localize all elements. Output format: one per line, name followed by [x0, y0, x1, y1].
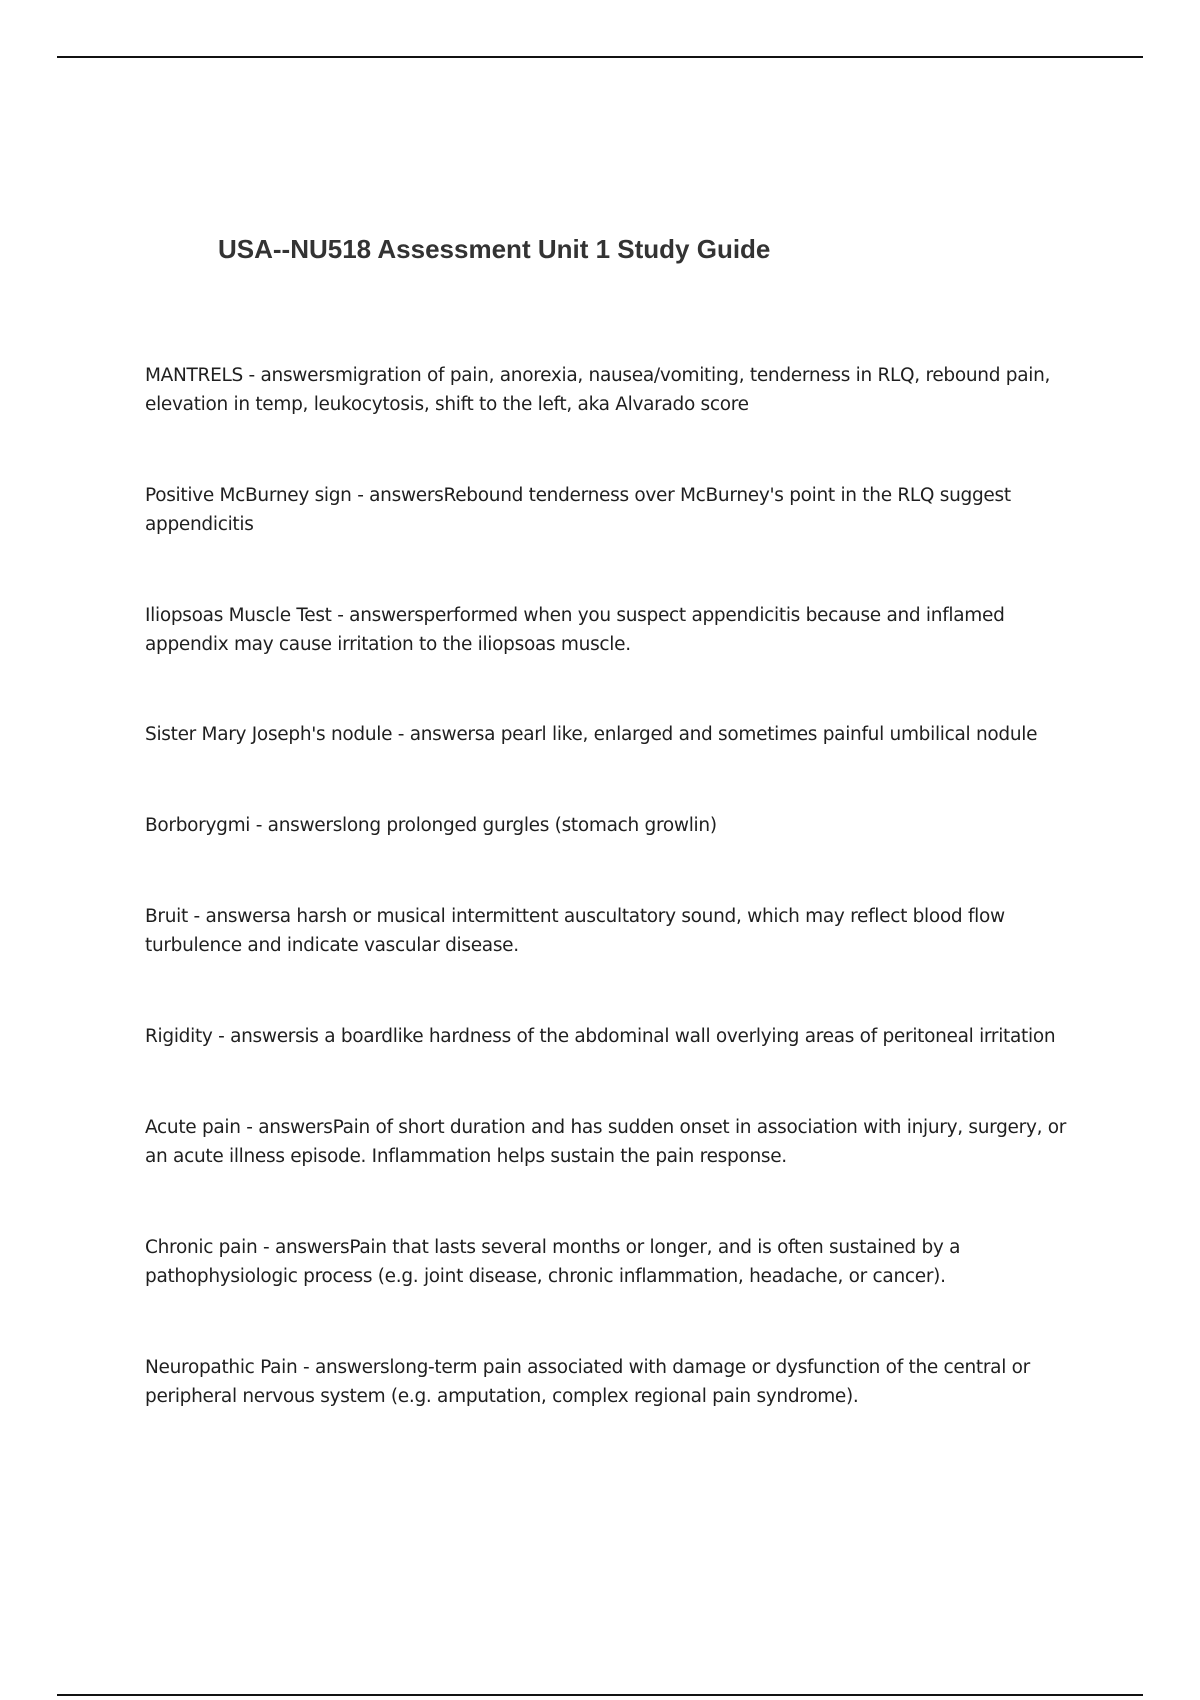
page-title: USA--NU518 Assessment Unit 1 Study Guide: [218, 234, 771, 264]
entry-borborygmi: Borborygmi - answerslong prolonged gurgles (stomach growlin): [145, 815, 717, 836]
entry-mcburney-sign: Positive McBurney sign - answersRebound tenderness over McBurney's point in the RLQ suggest appendicitis: [145, 485, 1011, 535]
entry-iliopsoas-test: Iliopsoas Muscle Test - answersperformed when you suspect appendicitis because and inflamed appendix may cause irritation to the iliopsoas muscle.: [145, 605, 1005, 655]
entry-neuropathic-pain: Neuropathic Pain - answerslong-term pain associated with damage or dysfunction of the central or peripheral nervous system (e.g. amputation, complex regional pain syndrome).: [145, 1357, 1030, 1407]
entry-sister-mary-joseph: Sister Mary Joseph's nodule - answersa pearl like, enlarged and sometimes painful umbilical nodule: [145, 724, 1038, 745]
entry-chronic-pain: Chronic pain - answersPain that lasts several months or longer, and is often sustained by a pathophysiologic process (e.g. joint disease, chronic inflammation, headache, or cancer).: [145, 1237, 961, 1287]
entry-rigidity: Rigidity - answersis a boardlike hardness of the abdominal wall overlying areas of peritoneal irritation: [145, 1026, 1056, 1047]
footer-rule: [57, 1694, 1143, 1696]
entry-acute-pain: Acute pain - answersPain of short duration and has sudden onset in association with injury, surgery, or an acute illness episode. Inflammation helps sustain the pain response.: [145, 1117, 1067, 1167]
header-rule: [57, 56, 1143, 58]
entry-bruit: Bruit - answersa harsh or musical intermittent auscultatory sound, which may reflect blood flow turbulence and indicate vascular disease.: [145, 906, 1005, 956]
entry-mantrels: MANTRELS - answersmigration of pain, anorexia, nausea/vomiting, tenderness in RLQ, rebound pain, elevation in temp, leukocytosis, shift to the left, aka Alvarado score: [145, 365, 1051, 415]
